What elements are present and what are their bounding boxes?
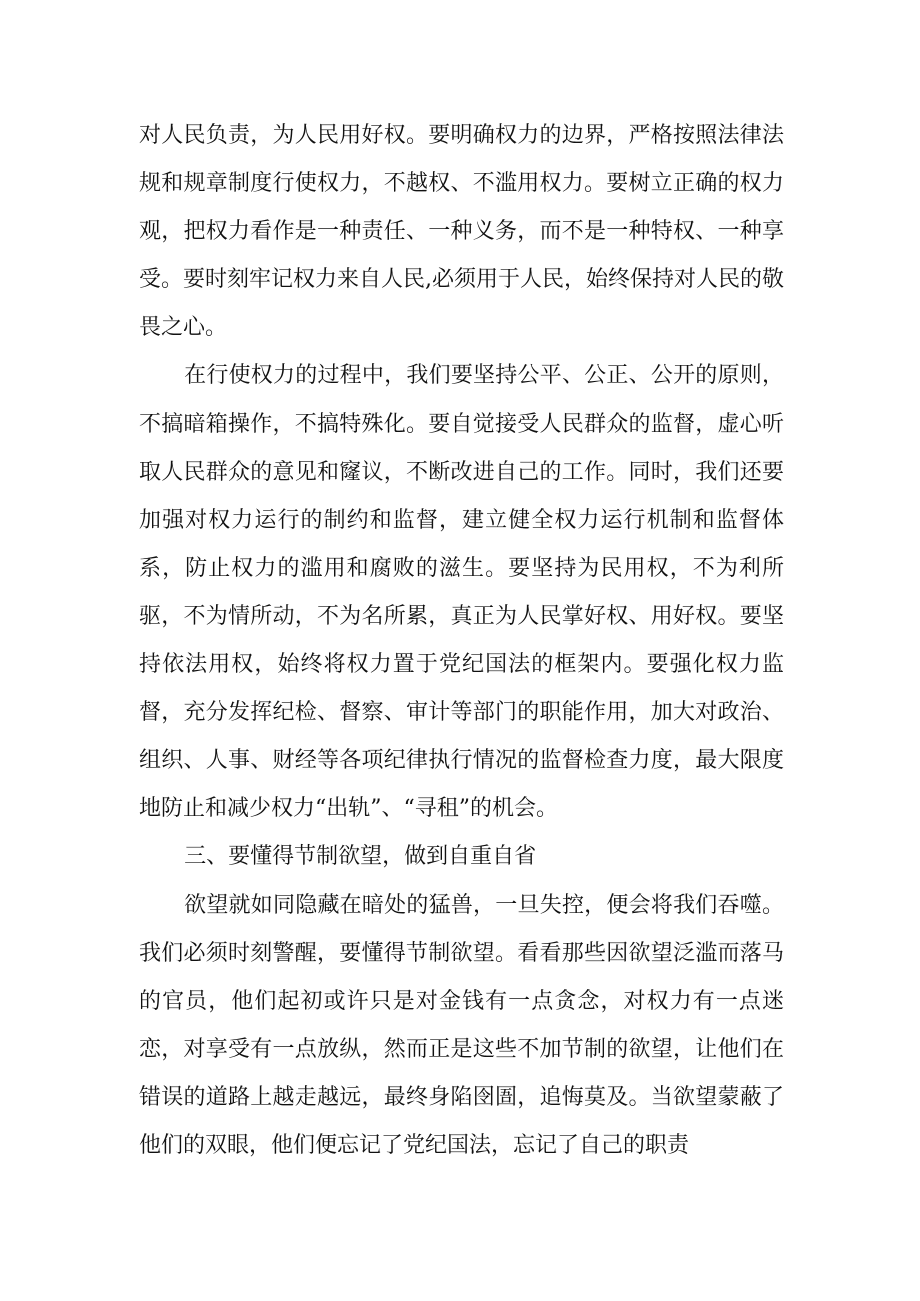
paragraph-exercise-power: 在行使权力的过程中，我们要坚持公平、公正、公开的原则，不搞暗箱操作，不搞特殊化。要自觉接受人民群众的监督，虚心听取人民群众的意见和窿议，不断改进自己的工作。同时，我们还要加强对权力运行的制约和监督，建立健全权力运行机制和监督体系，防止权力的滥用和腐败的滋生。要坚持为民用权，不为利所驱，不为情所动，不为名所累，真正为人民掌好权、用好权。要坚持依法用权，始终将权力置于党纪国法的框架内。要强化权力监督，充分发挥纪检、督察、审计等部门的职能作用，加大对政治、组织、人事、财经等各项纪律执行情况的监督检查力度，最大限度地防止和减少权力“出轨”、“寻租”的机会。 — [139, 363, 784, 822]
paragraph-desire: 欲望就如同隐藏在暗处的猛兽，一旦失控，便会将我们吞噬。我们必须时刻警醒，要懂得节制欲望。看看那些因欲望泛滥而落马的官员，他们起初或许只是对金钱有一点贪念，对权力有一点迷恋，对享受有一点放纵，然而正是这些不加节制的欲望，让他们在错误的道路上越走越远，最终身陷囹圄，追悔莫及。当欲望蒙蔽了他们的双眼，他们便忘记了党纪国法，忘记了自己的职责 — [139, 892, 784, 1158]
document-body — [139, 112, 784, 1170]
section-heading-restrain-desire: 三、要懂得节制欲望，做到自重自省 — [184, 844, 537, 870]
paragraph-power-responsibility: 对人民负责，为人民用好权。要明确权力的边界，严格按照法律法规和规章制度行使权力，不越权、不滥用权力。要树立正确的权力观，把权力看作是一种责任、一种义务，而不是一种特权、一种享受。要时刻牢记权力来自人民,必须用于人民，始终保持对人民的敬畏之心。 — [139, 123, 784, 341]
